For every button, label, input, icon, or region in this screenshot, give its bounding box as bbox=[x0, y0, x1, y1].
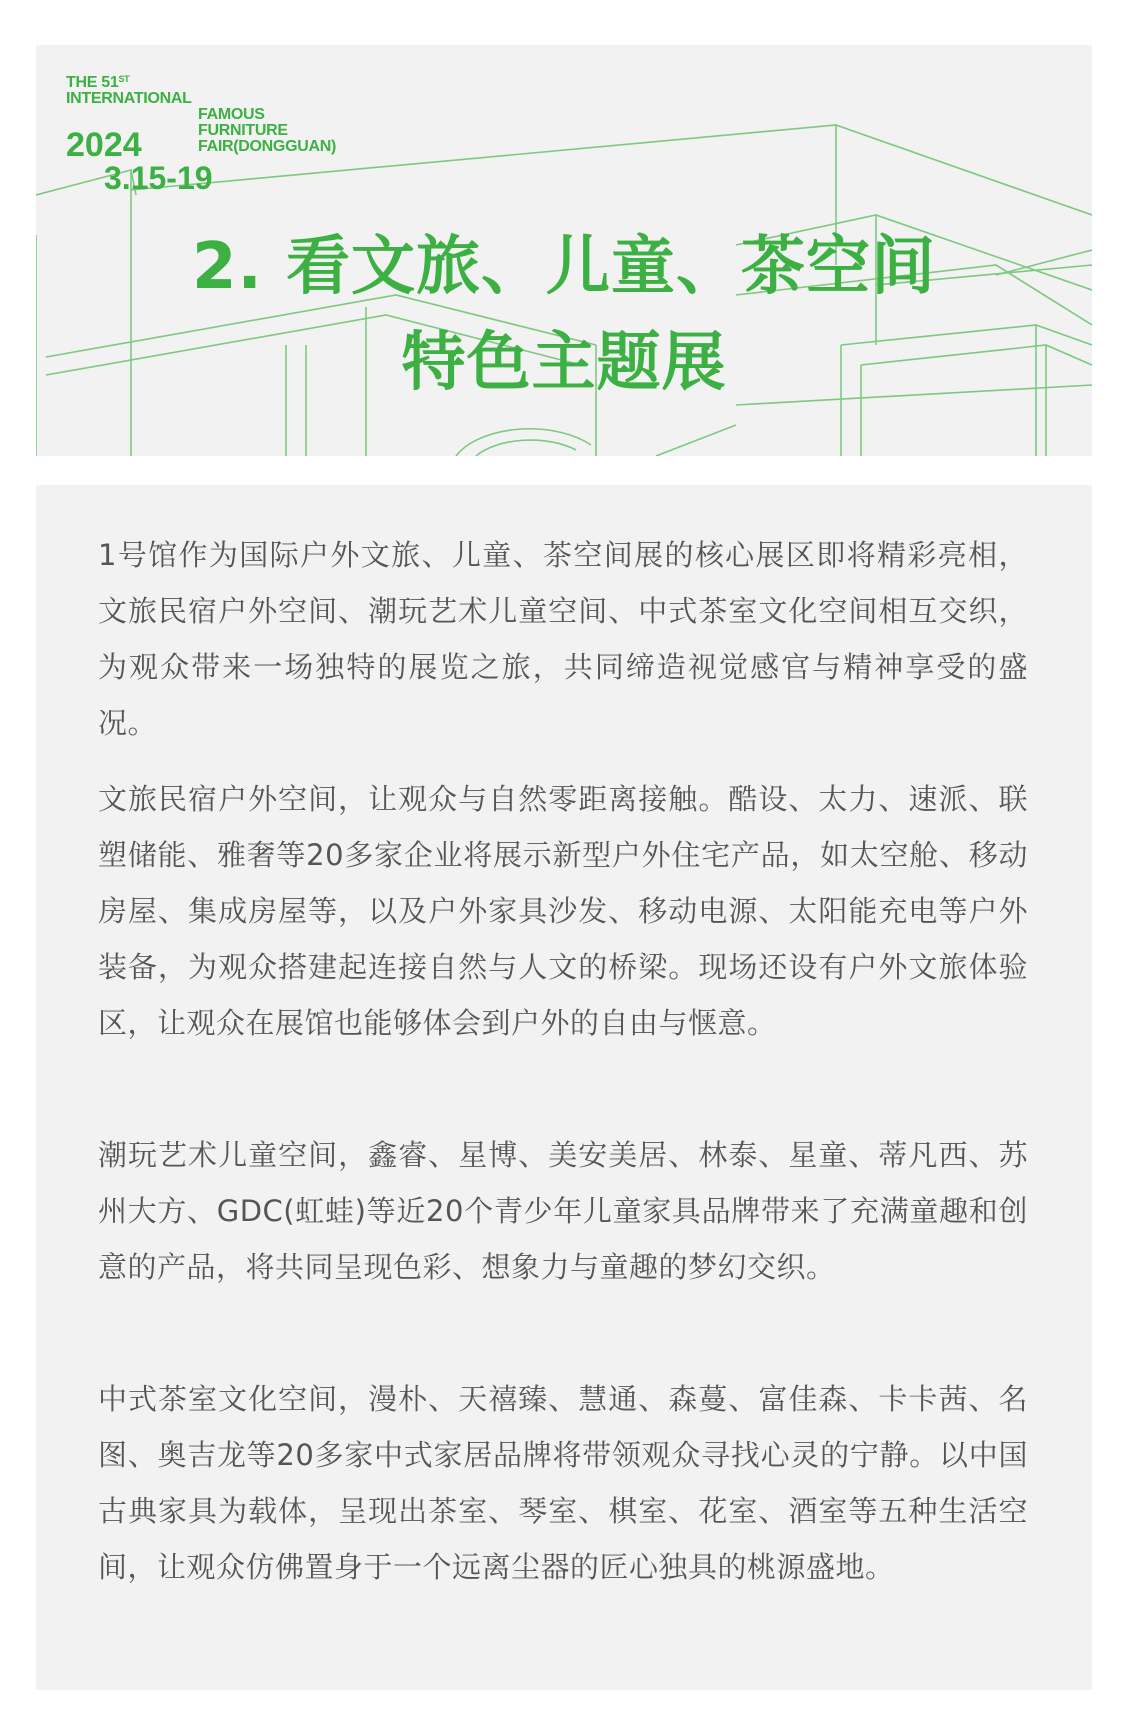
header-banner bbox=[36, 45, 1092, 456]
section-title-line-1: 2. 看文旅、儿童、茶空间 bbox=[191, 230, 937, 304]
paragraph-children-space: 潮玩艺术儿童空间，鑫睿、星博、美安美居、林泰、星童、蒂凡西、苏州大方、GDC(虹蛙)等近20个青少年儿童家具品牌带来了充满童趣和创意的产品，将共同呈现色彩、想象力与童趣的梦幻交织。 bbox=[98, 1138, 1028, 1284]
logo-furniture: FURNITURE bbox=[198, 122, 288, 139]
paragraph-hall-overview: 1号馆作为国际户外文旅、儿童、茶空间展的核心展区即将精彩亮相，文旅民宿户外空间、潮玩艺术儿童空间、中式茶室文化空间相互交织，为观众带来一场独特的展览之旅，共同缔造视觉感官与精神享受的盛况。 bbox=[98, 538, 1028, 740]
paragraph-tea-space: 中式茶室文化空间，漫朴、天禧臻、慧通、森蔓、富佳森、卡卡茜、名图、奥吉龙等20多家中式家居品牌将带领观众寻找心灵的宁静。以中国古典家具为载体，呈现出茶室、琴室、棋室、花室、酒室等五种生活空间，让观众仿佛置身于一个远离尘器的匠心独具的桃源盛地。 bbox=[98, 1382, 1028, 1584]
logo-famous: FAMOUS bbox=[198, 106, 265, 123]
logo-dates: 3.15-19 bbox=[104, 160, 213, 196]
paragraph-outdoor-space: 文旅民宿户外空间，让观众与自然零距离接触。酷设、太力、速派、联塑储能、雅奢等20多家企业将展示新型户外住宅产品，如太空舱、移动房屋、集成房屋等，以及户外家具沙发、移动电源、太阳能充电等户外装备，为观众搭建起连接自然与人文的桥梁。现场还设有户外文旅体验区，让观众在展馆也能够体会到户外的自由与惬意。 bbox=[98, 782, 1028, 1040]
logo-fair: FAIR(DONGGUAN) bbox=[198, 138, 337, 155]
logo-year: 2024 bbox=[66, 126, 142, 164]
logo-edition: THE 51ST bbox=[66, 74, 130, 91]
article-body bbox=[36, 485, 1092, 1690]
section-title-line-2: 特色主题展 bbox=[401, 326, 727, 400]
logo-international: INTERNATIONAL bbox=[66, 90, 192, 107]
